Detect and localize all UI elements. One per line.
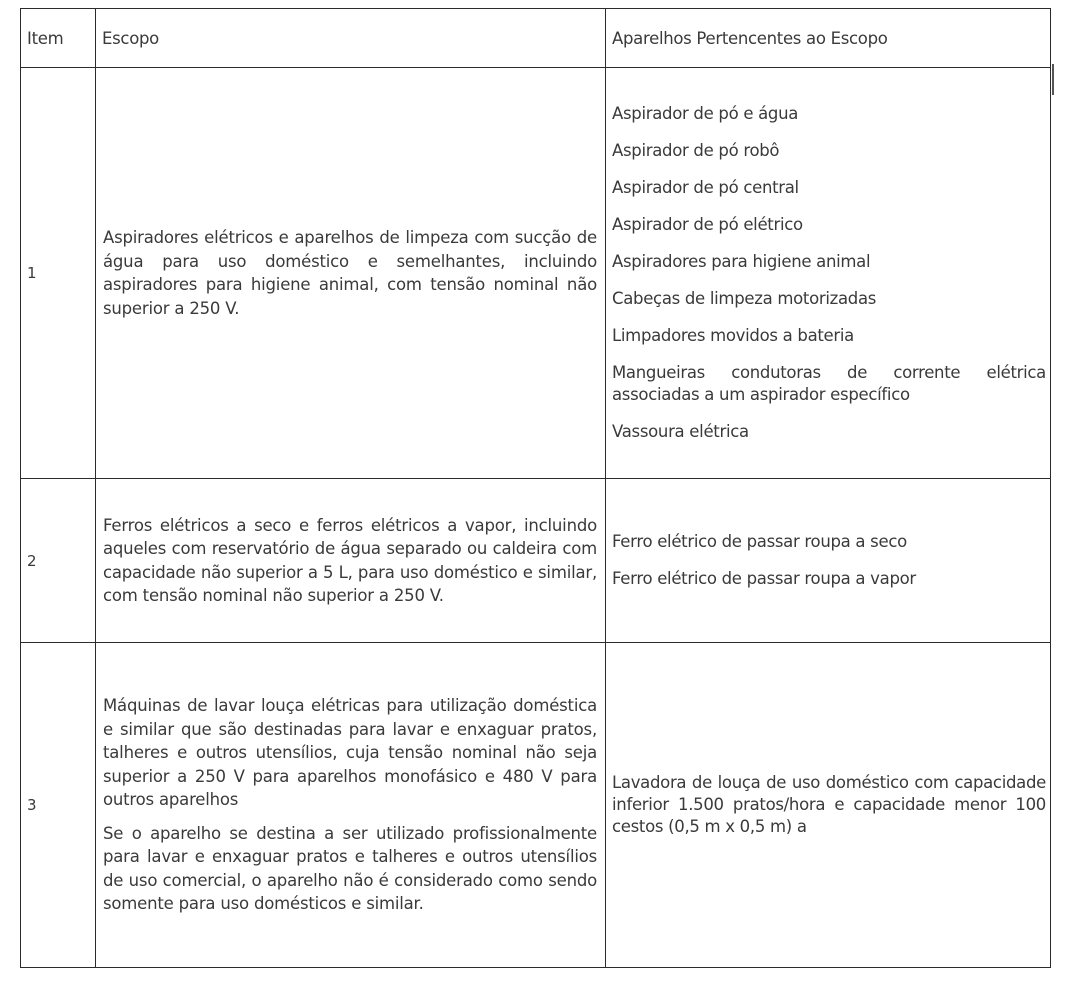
device-item: Mangueiras condutoras de corrente elétrica associadas a um aspirador específico — [612, 363, 1046, 404]
device-item: Aspirador de pó elétrico — [612, 215, 803, 234]
scope-table — [20, 8, 1051, 968]
device-item: Ferro elétrico de passar roupa a seco — [612, 532, 907, 551]
header-item: Item — [21, 9, 96, 68]
devices-cell — [606, 479, 1051, 643]
devices-cell — [606, 68, 1051, 479]
item-number: 1 — [21, 68, 96, 479]
device-item: Aspirador de pó central — [612, 178, 799, 197]
device-item: Ferro elétrico de passar roupa a vapor — [612, 569, 916, 588]
device-item: Aspirador de pó e água — [612, 104, 799, 123]
item-number: 3 — [21, 643, 96, 968]
scope-cell — [96, 479, 606, 643]
devices-list — [612, 531, 1046, 590]
header-devices: Aparelhos Pertencentes ao Escopo — [606, 9, 1051, 68]
scope-paragraph: Aspiradores elétricos e aparelhos de limpeza com sucção de água para uso doméstico e semelhantes, incluindo aspiradores para higiene animal, com tensão nominal não superior a 250 V. — [103, 228, 597, 318]
device-item: Vassoura elétrica — [612, 422, 749, 441]
scope-paragraph: Máquinas de lavar louça elétricas para utilização doméstica e similar que são destinadas para lavar e enxaguar pratos, talheres e outros utensílios, cuja tensão nominal não seja superior a 250 V para aparelhos monofásico e 480 V para outros aparelhos — [103, 696, 597, 810]
scope-cell — [96, 643, 606, 968]
devices-list — [612, 772, 1046, 838]
devices-list — [612, 103, 1046, 443]
table-row — [21, 643, 1051, 968]
device-item: Aspiradores para higiene animal — [612, 252, 871, 271]
item-number: 2 — [21, 479, 96, 643]
table-row — [21, 479, 1051, 643]
device-item: Limpadores movidos a bateria — [612, 326, 854, 345]
table-header-row — [21, 9, 1051, 68]
scope-paragraph: Se o aparelho se destina a ser utilizado profissionalmente para lavar e enxaguar pratos e talheres e outros utensílios de uso comercial, o aparelho não é considerado como sendo somente para uso domésticos e similar. — [103, 823, 597, 914]
device-item: Aspirador de pó robô — [612, 141, 780, 160]
device-item: Cabeças de limpeza motorizadas — [612, 289, 877, 308]
device-item: Lavadora de louça de uso doméstico com capacidade inferior 1.500 pratos/hora e capacidade menor 100 cestos (0,5 m x 0,5 m) a — [612, 773, 1046, 836]
devices-cell — [606, 643, 1051, 968]
scope-cell — [96, 68, 606, 479]
header-scope: Escopo — [96, 9, 606, 68]
table-row — [21, 68, 1051, 479]
scope-paragraph: Ferros elétricos a seco e ferros elétricos a vapor, incluindo aqueles com reservatório de água separado ou caldeira com capacidade não superior a 5 L, para uso doméstico e similar, com tensão nominal não superior a 250 V. — [103, 515, 597, 605]
text-cursor-mark — [1052, 64, 1054, 95]
